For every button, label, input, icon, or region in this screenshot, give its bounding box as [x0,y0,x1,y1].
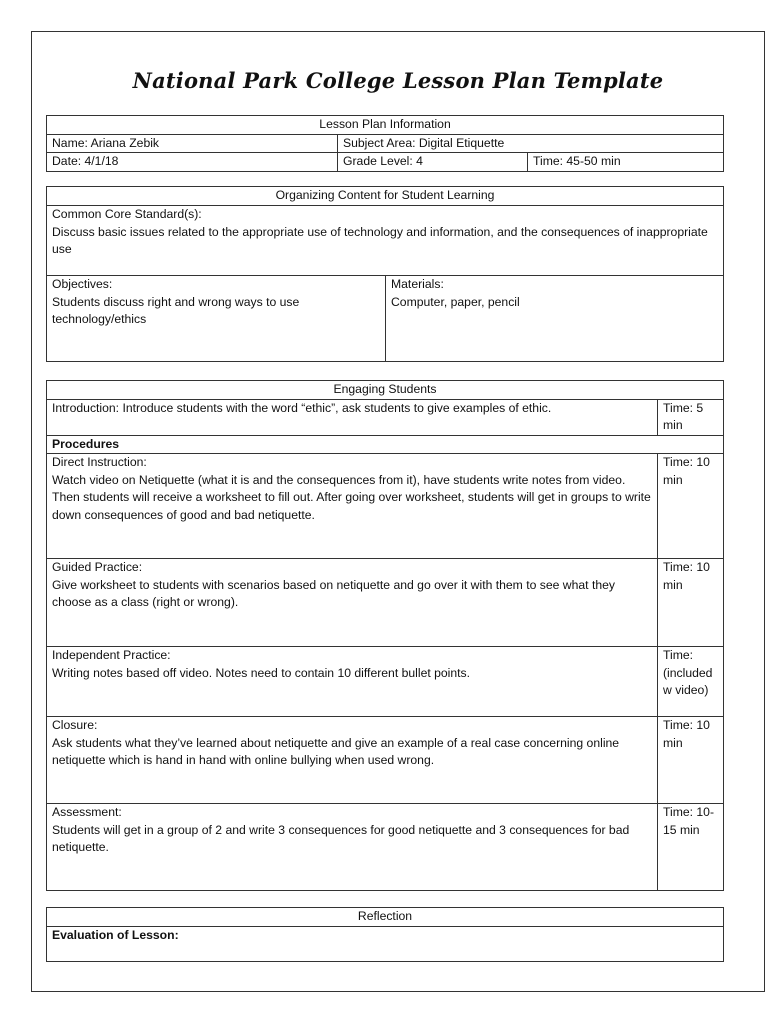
reflection-table [46,907,724,962]
closure-text: Ask students what they’ve learned about netiquette and give an example of a real case concerning online netiquette which is hand in hand with online bullying when used wrong. [52,735,620,767]
engaging-table [46,380,724,891]
standards-text: Discuss basic issues related to the appropriate use of technology and information, and the consequences of inappropriate use [52,224,708,256]
objectives-cell [47,276,386,362]
subject-cell: Subject Area: Digital Etiquette [338,134,724,153]
engaging-header: Engaging Students [47,381,724,400]
introduction-time: Time: 5 min [658,399,724,435]
closure-time: Time: 10 min [658,717,724,804]
closure-cell [47,717,658,804]
lesson-info-header: Lesson Plan Information [47,116,724,135]
organizing-header: Organizing Content for Student Learning [47,187,724,206]
direct-instruction-cell [47,454,658,559]
assessment-time: Time: 10-15 min [658,804,724,891]
guided-practice-cell [47,559,658,647]
document-title: National Park College Lesson Plan Template [132,68,664,93]
direct-instruction-time: Time: 10 min [658,454,724,559]
independent-practice-cell [47,647,658,717]
grade-cell: Grade Level: 4 [338,153,528,172]
name-cell: Name: Ariana Zebik [47,134,338,153]
assessment-cell [47,804,658,891]
materials-label: Materials: [391,277,444,291]
materials-text: Computer, paper, pencil [391,294,520,309]
guided-practice-label: Guided Practice: [52,560,143,574]
introduction-cell: Introduction: Introduce students with the word “ethic”, ask students to give examples of ethic. [47,399,658,435]
objectives-label: Objectives: [52,277,113,291]
standards-cell [47,206,724,276]
materials-cell [386,276,724,362]
guided-practice-time: Time: 10 min [658,559,724,647]
assessment-text: Students will get in a group of 2 and write 3 consequences for good netiquette and 3 consequences for bad netiquette. [52,822,630,854]
evaluation-label: Evaluation of Lesson: [47,926,724,961]
standards-label: Common Core Standard(s): [52,207,202,221]
date-cell: Date: 4/1/18 [47,153,338,172]
assessment-label: Assessment: [52,805,122,819]
lesson-info-table [46,115,724,172]
direct-instruction-label: Direct Instruction: [52,455,147,469]
independent-practice-text: Writing notes based off video. Notes need to contain 10 different bullet points. [52,665,471,680]
guided-practice-text: Give worksheet to students with scenarios based on netiquette and go over it with them to see what they choose as a class (right or wrong). [52,577,615,609]
organizing-table [46,186,724,362]
procedures-label: Procedures [47,435,724,454]
direct-instruction-text: Watch video on Netiquette (what it is and the consequences from it), have students write notes from video. Then students will receive a worksheet to fill out. After going over worksheet, students will get in groups to write down consequences of good and bad netiquette. [52,472,651,522]
independent-practice-time: Time: (included w video) [658,647,724,717]
independent-practice-label: Independent Practice: [52,648,171,662]
time-cell: Time: 45-50 min [528,153,724,172]
closure-label: Closure: [52,718,98,732]
reflection-header: Reflection [47,908,724,927]
objectives-text: Students discuss right and wrong ways to use technology/ethics [52,294,300,326]
